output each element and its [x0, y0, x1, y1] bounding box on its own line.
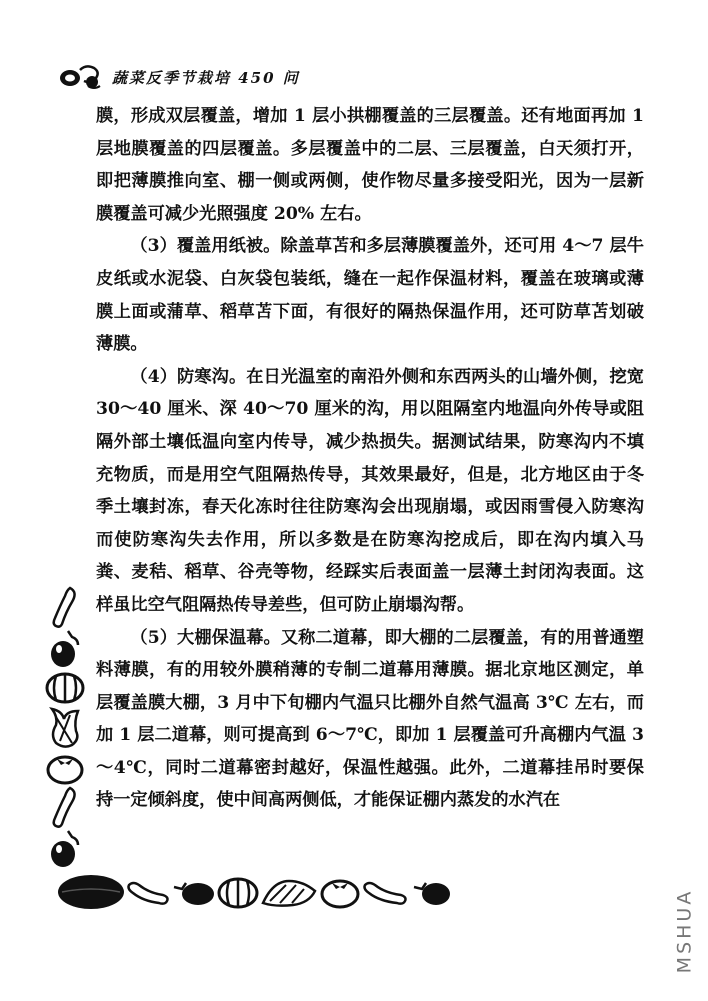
eggplant-icon — [412, 877, 452, 907]
watermark — [666, 876, 702, 986]
cucumber-icon — [48, 785, 82, 829]
paragraph-continuation: 膜，形成双层覆盖，增加 1 层小拱棚覆盖的三层覆盖。还有地面再加 1 层地膜覆盖的四层覆盖。多层覆盖中的二层、三层覆盖，白天须打开，即把薄膜推向室、棚一侧或两侧，使作物尽量多接受阳光，因为一层新膜覆盖可减少光照强度 20% 左右。 — [96, 106, 644, 224]
body-text — [96, 100, 644, 817]
cabbage-icon — [46, 705, 84, 751]
tomato-icon — [318, 874, 362, 910]
cabbage-icon — [260, 875, 318, 909]
pumpkin-icon — [216, 874, 260, 910]
vegetable-logo-icon — [58, 62, 104, 92]
cucumber-icon — [126, 877, 172, 907]
cucumber-icon — [362, 877, 412, 907]
side-decoration — [40, 585, 90, 869]
eggplant-icon — [48, 829, 82, 869]
cucumber-icon — [48, 585, 82, 629]
paragraph-insulation-curtain: （5）大棚保温幕。又称二道幕，即大棚的二层覆盖，有的用普通塑料薄膜，有的用较外膜稍薄的专制二道幕用薄膜。据北京地区测定，单层覆盖膜大棚，3 月中下旬棚内气温只比棚外自然气温高 3℃ 左右，而加 1 层二道幕，则可提高到 6～7℃，即加 1 层覆盖可升高棚内气温 3～4℃，同时二道幕密封越好，保温性越强。此外，二道幕挂吊时要保持一定倾斜度，使中间高两侧低，才能保证棚内蒸发的水汽在 — [96, 627, 644, 811]
paragraph-paper-quilt: （3）覆盖用纸被。除盖草苫和多层薄膜覆盖外，还可用 4～7 层牛皮纸或水泥袋、白灰袋包装纸，缝在一起作保温材料，覆盖在玻璃或薄膜上面或蒲草、稻草苫下面，有很好的隔热保温作用，还可防草苫划破薄膜。 — [96, 236, 644, 355]
melon-icon — [56, 872, 126, 912]
bottom-decoration — [56, 868, 452, 916]
eggplant-icon — [172, 877, 216, 907]
watermark-text: MSHUA — [673, 888, 695, 974]
running-header-title: 蔬菜反季节栽培 450 问 — [112, 68, 300, 87]
page-header — [58, 60, 300, 94]
tomato-icon — [45, 751, 85, 785]
pumpkin-icon — [44, 669, 86, 705]
eggplant-icon — [48, 629, 82, 669]
paragraph-cold-trench: （4）防寒沟。在日光温室的南沿外侧和东西两头的山墙外侧，挖宽 30～40 厘米、深 40～70 厘米的沟，用以阻隔室内地温向外传导或阻隔外部土壤低温向室内传导，减少热损失。据测试结果，防寒沟内不填充物质，而是用空气阻隔热传导，其效果最好，但是，北方地区由于冬季土壤封冻，春天化冻时往往防寒沟会出现崩塌，或因雨雪侵入防寒沟而使防寒沟失去作用，所以多数是在防寒沟挖成后，即在沟内填入马粪、麦秸、稻草、谷壳等物，经踩实后表面盖一层薄土封闭沟表面。这样虽比空气阻隔热传导差些，但可防止崩塌沟帮。 — [96, 366, 644, 615]
